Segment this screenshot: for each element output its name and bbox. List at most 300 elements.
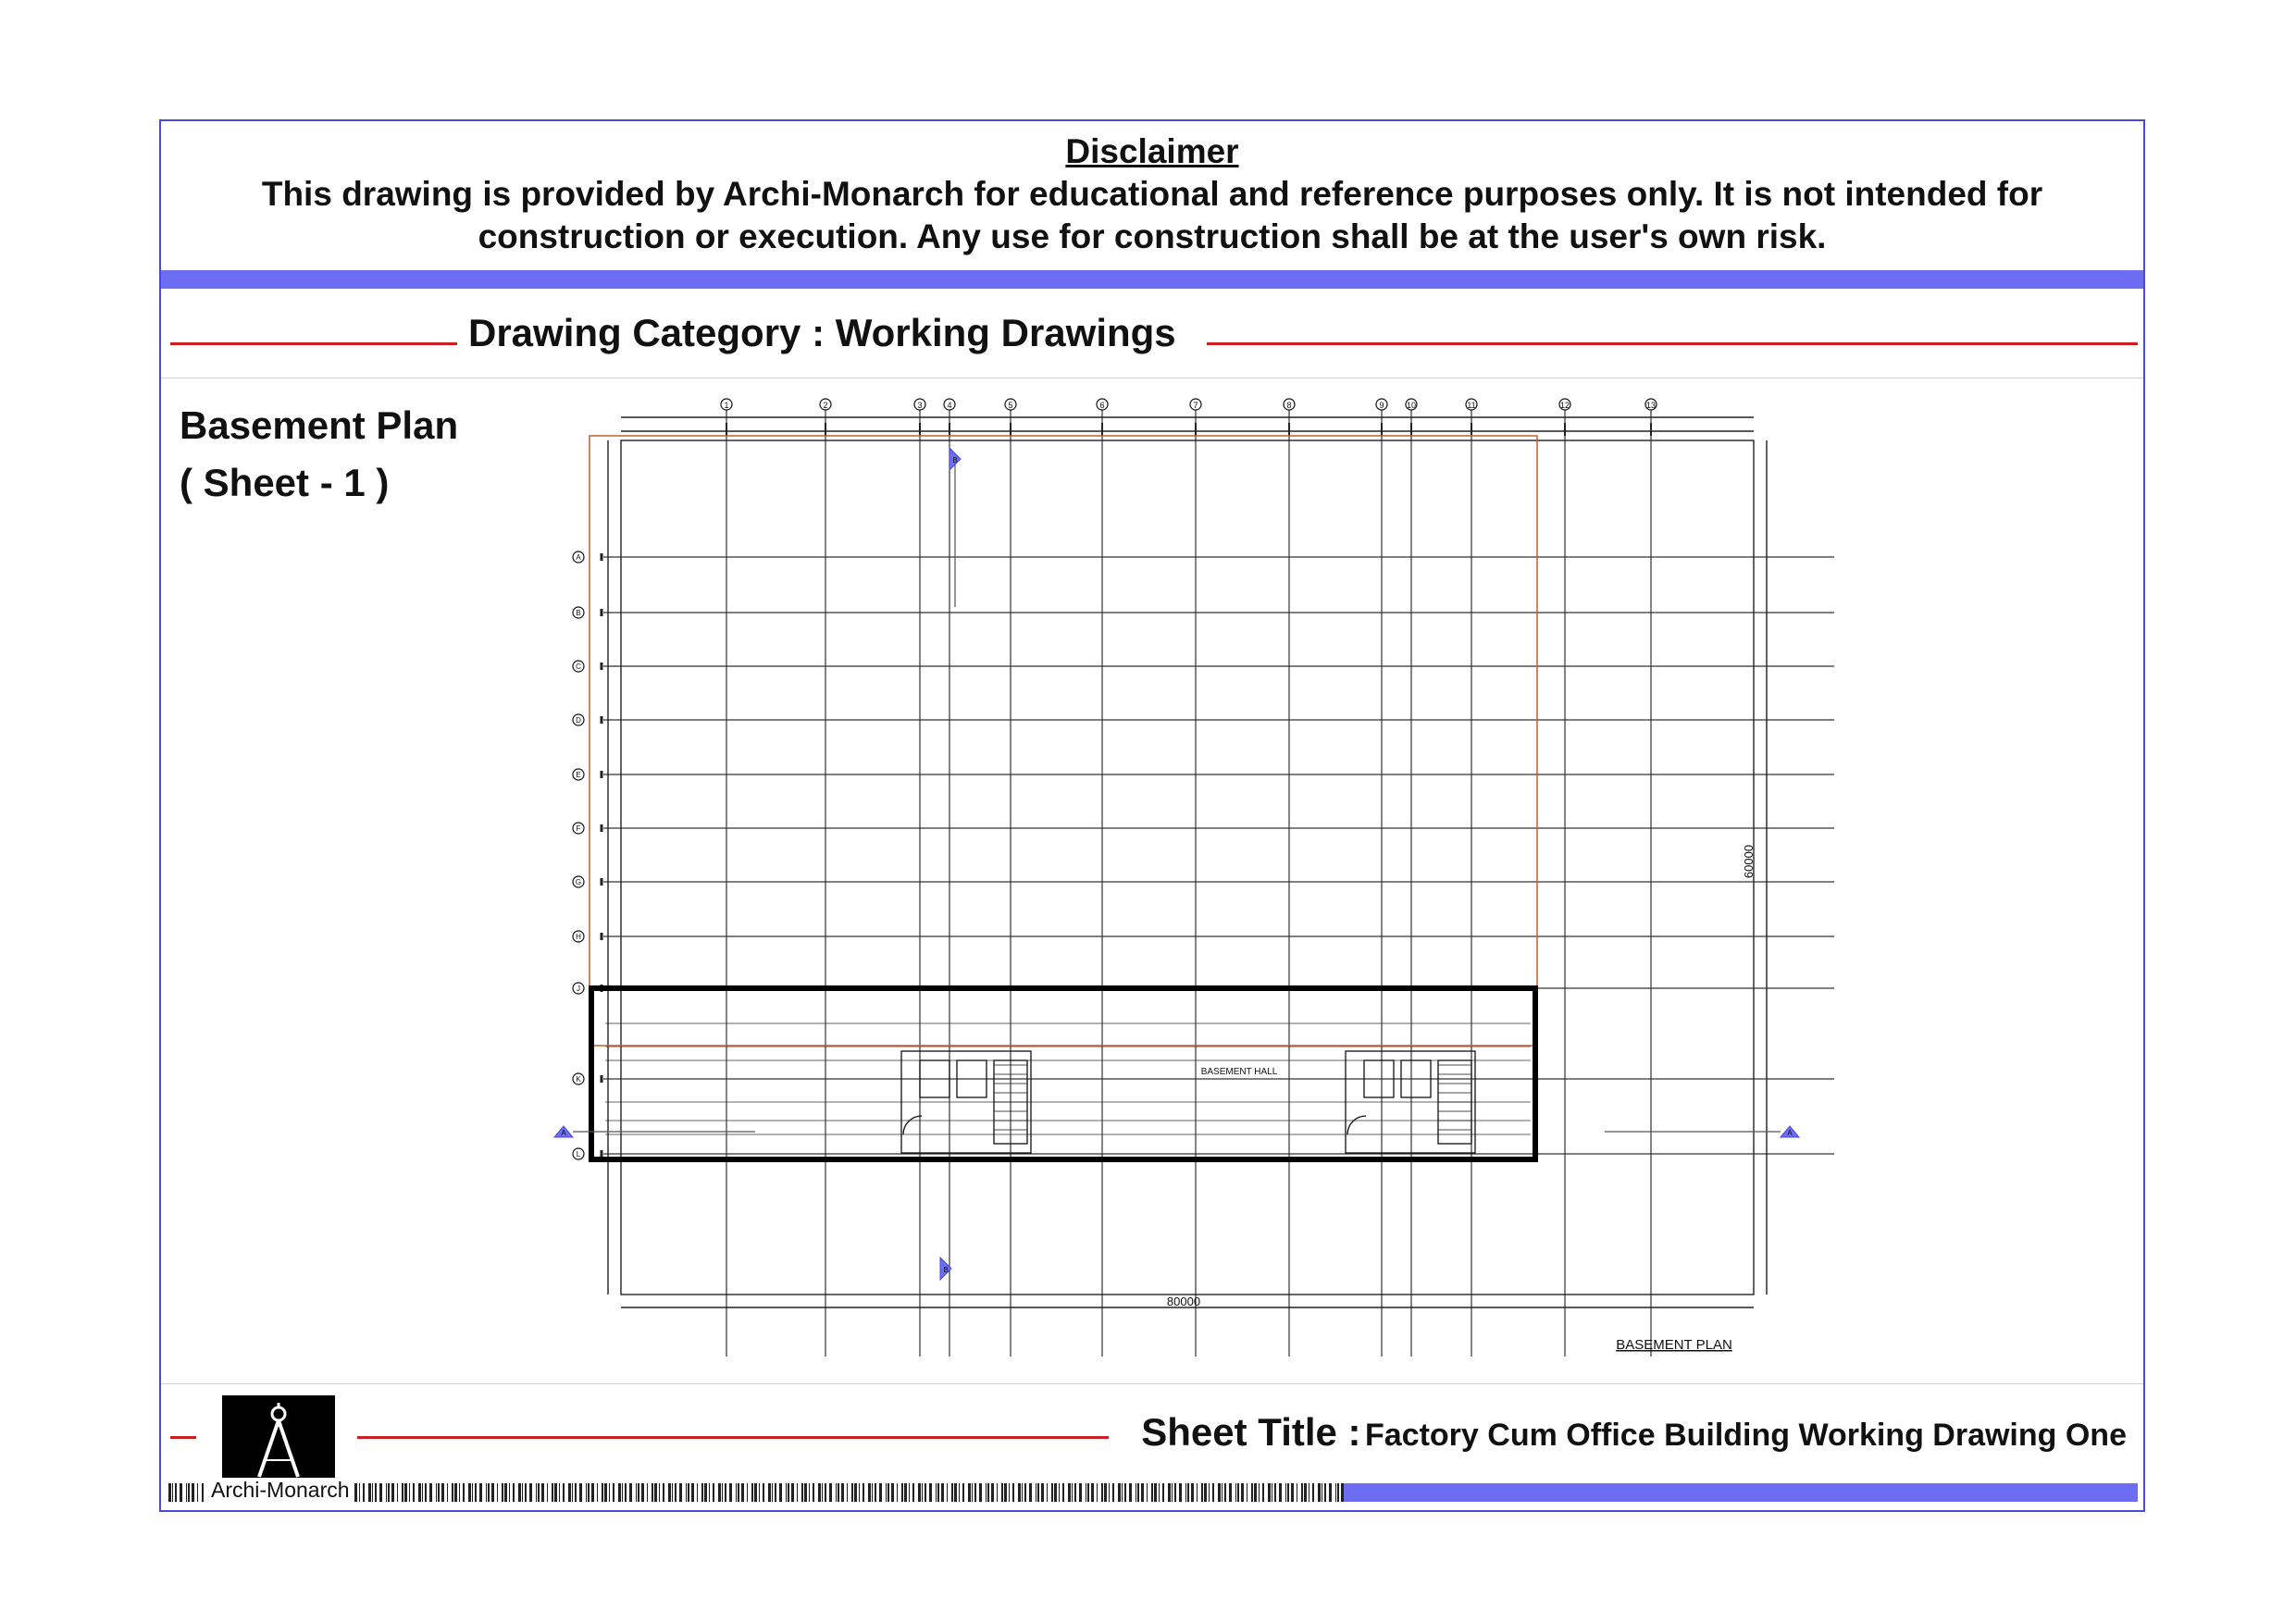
barcode-bar [1287, 1483, 1289, 1502]
col-bubble-10 [1406, 399, 1417, 410]
column-grid-bubbles [721, 399, 1657, 410]
svg-text:3: 3 [917, 401, 923, 410]
barcode-bar [1301, 1483, 1303, 1502]
barcode-bar [529, 1483, 532, 1502]
barcode-bar [359, 1483, 360, 1502]
barcode-bar [886, 1483, 887, 1502]
barcode-bar [1201, 1483, 1203, 1502]
footer-band [1344, 1483, 2138, 1502]
barcode-bar [1209, 1483, 1210, 1502]
svg-text:4: 4 [947, 401, 952, 410]
plan-title: Basement Plan [180, 403, 459, 447]
svg-text:K: K [576, 1075, 581, 1084]
svg-text:8: 8 [1286, 401, 1292, 410]
barcode-bar [1112, 1483, 1114, 1502]
row-bubble-L [573, 1148, 584, 1159]
barcode-bar [1324, 1483, 1326, 1502]
row-bubble-D [573, 714, 584, 725]
grid-lines [603, 405, 1834, 1357]
svg-text:1: 1 [724, 401, 729, 410]
barcode-bar [954, 1483, 957, 1502]
barcode-bar [202, 1483, 204, 1502]
barcode-bar [947, 1483, 948, 1502]
barcode-bar [991, 1483, 994, 1502]
barcode-bar [502, 1483, 503, 1502]
barcode-bar [1074, 1483, 1076, 1502]
barcode-bar [847, 1483, 848, 1502]
barcode-bar [663, 1483, 664, 1502]
barcode-bar [1079, 1483, 1082, 1502]
barcode-bar [1235, 1483, 1236, 1502]
barcode-bar [486, 1483, 487, 1502]
barcode-bar [788, 1483, 789, 1502]
barcode-bar [463, 1483, 465, 1502]
barcode-bar [979, 1483, 982, 1502]
barcode-bar [479, 1483, 482, 1502]
barcode-bar [841, 1483, 844, 1502]
barcode-bar [1172, 1483, 1173, 1502]
barcode-bar [1109, 1483, 1110, 1502]
col-bubble-6 [1097, 399, 1108, 410]
barcode-bar [1174, 1483, 1176, 1502]
barcode-bar [554, 1483, 557, 1502]
barcode-bar [1124, 1483, 1126, 1502]
barcode-bar [363, 1483, 365, 1502]
barcode-bar [838, 1483, 839, 1502]
barcode-bar [962, 1483, 964, 1502]
barcode-bar [686, 1483, 687, 1502]
svg-text:10: 10 [1406, 401, 1417, 410]
barcode-bar [738, 1483, 739, 1502]
barcode-bar [1312, 1483, 1314, 1502]
archi-monarch-logo [222, 1395, 335, 1484]
barcode-bar [697, 1483, 698, 1502]
barcode-bar [1154, 1483, 1157, 1502]
barcode-bar [754, 1483, 757, 1502]
barcode-strip [168, 1483, 1351, 1502]
col-bubble-1 [721, 399, 732, 410]
barcode-bar [668, 1483, 671, 1502]
barcode-bar [1029, 1483, 1032, 1502]
barcode-bar [654, 1483, 657, 1502]
barcode-bar [1204, 1483, 1207, 1502]
barcode-bar [941, 1483, 944, 1502]
barcode-bar [422, 1483, 423, 1502]
barcode-bar [1237, 1483, 1239, 1502]
barcode-bar [1262, 1483, 1264, 1502]
barcode-bar [1185, 1483, 1186, 1502]
barcode-bar [438, 1483, 440, 1502]
barcode-bar [1004, 1483, 1007, 1502]
svg-text:A: A [1787, 1129, 1793, 1137]
barcode-bar [604, 1483, 607, 1502]
barcode-bar [768, 1483, 771, 1502]
barcode-bar [472, 1483, 473, 1502]
barcode-bar [986, 1483, 987, 1502]
barcode-bar [912, 1483, 914, 1502]
barcode-bar [868, 1483, 871, 1502]
svg-text:A: A [576, 553, 581, 562]
barcode-bar [1291, 1483, 1294, 1502]
barcode-bar [1279, 1483, 1282, 1502]
col-bubble-11 [1466, 399, 1477, 410]
barcode-bar [968, 1483, 971, 1502]
barcode-bar [688, 1483, 689, 1502]
barcode-bar [836, 1483, 837, 1502]
barcode-bar [425, 1483, 427, 1502]
barcode-bar [397, 1483, 398, 1502]
barcode-bar [1318, 1483, 1321, 1502]
dimension-lines [602, 417, 1767, 1307]
title-block [161, 1383, 2143, 1513]
barcode-bar [1129, 1483, 1132, 1502]
svg-text:J: J [577, 985, 580, 993]
barcode-bar [1091, 1483, 1094, 1502]
barcode-bar [1104, 1483, 1107, 1502]
overall-width-dimension: 80000 [1166, 1295, 1201, 1308]
barcode-bar [763, 1483, 764, 1502]
barcode-bar [736, 1483, 737, 1502]
barcode-bar [918, 1483, 921, 1502]
svg-text:9: 9 [1379, 401, 1384, 410]
barcode-bar [904, 1483, 907, 1502]
barcode-bar [1051, 1483, 1053, 1502]
barcode-bar [751, 1483, 753, 1502]
barcode-bar [809, 1483, 810, 1502]
barcode-bar [402, 1483, 403, 1502]
barcode-bar [1068, 1483, 1071, 1502]
barcode-bar [759, 1483, 760, 1502]
basement-hall-label: BASEMENT HALL [1200, 1067, 1278, 1077]
barcode-bar [804, 1483, 807, 1502]
barcode-bar [638, 1483, 639, 1502]
overall-height-dimension: 60000 [1742, 844, 1756, 879]
brand-name: Archi-Monarch [207, 1478, 354, 1503]
barcode-bar [1337, 1483, 1339, 1502]
barcode-bar [909, 1483, 910, 1502]
svg-text:5: 5 [1008, 401, 1013, 410]
row-bubble-K [573, 1073, 584, 1084]
barcode-bar [588, 1483, 590, 1502]
drawing-sheet [159, 119, 2145, 1512]
barcode-bar [1087, 1483, 1089, 1502]
barcode-bar [636, 1483, 637, 1502]
barcode-bar [1012, 1483, 1014, 1502]
barcode-bar [1041, 1483, 1044, 1502]
barcode-bar [1187, 1483, 1189, 1502]
barcode-bar [197, 1483, 198, 1502]
barcode-bar [386, 1483, 387, 1502]
sheet-title-label: Sheet Title : [1141, 1410, 1361, 1454]
barcode-bar [747, 1483, 748, 1502]
barcode-bar [552, 1483, 553, 1502]
barcode-bar [1147, 1483, 1148, 1502]
col-bubble-7 [1190, 399, 1201, 410]
barcode-bar [586, 1483, 587, 1502]
barcode-bar [997, 1483, 998, 1502]
svg-text:B: B [943, 1266, 949, 1274]
barcode-bar [951, 1483, 953, 1502]
barcode-bar [1229, 1483, 1232, 1502]
barcode-bar [725, 1483, 726, 1502]
barcode-bar [972, 1483, 973, 1502]
row-bubble-B [573, 607, 584, 618]
sheet-title-value: Factory Cum Office Building Working Drawing One [1365, 1418, 2127, 1453]
barcode-bar [568, 1483, 571, 1502]
row-grid-bubbles [573, 551, 584, 1159]
barcode-bar [541, 1483, 544, 1502]
barcode-bar [168, 1483, 171, 1502]
barcode-bar [1268, 1483, 1271, 1502]
barcode-bar [859, 1483, 860, 1502]
barcode-bar [887, 1483, 889, 1502]
svg-text:12: 12 [1559, 401, 1570, 410]
row-bubble-G [573, 876, 584, 887]
barcode-bar [679, 1483, 682, 1502]
site-boundary [590, 436, 1537, 1046]
barcode-bar [613, 1483, 614, 1502]
barcode-bar [1054, 1483, 1057, 1502]
barcode-bar [797, 1483, 798, 1502]
barcode-bar [641, 1483, 644, 1502]
barcode-bar [1137, 1483, 1139, 1502]
outer-boundary [621, 440, 1754, 1295]
barcode-bar [936, 1483, 937, 1502]
barcode-bar [572, 1483, 573, 1502]
row-bubble-A [573, 551, 584, 563]
col-bubble-2 [820, 399, 831, 410]
barcode-bar [891, 1483, 894, 1502]
footer-rule-long [357, 1436, 1109, 1439]
section-marks [554, 448, 1799, 1280]
barcode-bar [937, 1483, 939, 1502]
footer-rule-short [170, 1436, 196, 1439]
svg-text:7: 7 [1193, 401, 1198, 410]
barcode-bar [741, 1483, 744, 1502]
barcode-bar [875, 1483, 876, 1502]
barcode-bar [775, 1483, 776, 1502]
barcode-bar [441, 1483, 444, 1502]
barcode-bar [547, 1483, 548, 1502]
barcode-bar [879, 1483, 882, 1502]
barcode-bar [1097, 1483, 1098, 1502]
barcode-bar [659, 1483, 660, 1502]
barcode-bar [459, 1483, 460, 1502]
barcode-bar [518, 1483, 521, 1502]
barcode-bar [1047, 1483, 1048, 1502]
barcode-bar [391, 1483, 394, 1502]
barcode-bar [418, 1483, 421, 1502]
row-bubble-C [573, 661, 584, 672]
drawing-caption: BASEMENT PLAN [1616, 1337, 1732, 1353]
col-bubble-8 [1284, 399, 1295, 410]
barcode-bar [701, 1483, 703, 1502]
drawing-category: Drawing Category : Working Drawings [468, 311, 1176, 354]
barcode-bar [618, 1483, 621, 1502]
col-bubble-4 [944, 399, 955, 410]
barcode-bar [801, 1483, 803, 1502]
barcode-bar [1335, 1483, 1336, 1502]
svg-text:2: 2 [823, 401, 828, 410]
row-bubble-J [573, 983, 584, 994]
barcode-bar [475, 1483, 477, 1502]
barcode-bar [825, 1483, 826, 1502]
barcode-bar [1254, 1483, 1257, 1502]
row-bubble-H [573, 931, 584, 942]
basement-plan-drawing [161, 121, 2143, 1380]
barcode-bar [1118, 1483, 1121, 1502]
svg-text:F: F [576, 824, 581, 833]
barcode-bar [525, 1483, 527, 1502]
barcode-bar [192, 1483, 194, 1502]
col-bubble-3 [914, 399, 925, 410]
row-bubble-F [573, 823, 584, 834]
barcode-bar [559, 1483, 560, 1502]
barcode-bar [1197, 1483, 1198, 1502]
barcode-bar [447, 1483, 448, 1502]
barcode-bar [897, 1483, 898, 1502]
door-swing [1347, 1116, 1366, 1134]
barcode-bar [497, 1483, 498, 1502]
barcode-bar [652, 1483, 653, 1502]
barcode-bar [829, 1483, 832, 1502]
barcode-bar [625, 1483, 627, 1502]
barcode-bar [354, 1483, 357, 1502]
barcode-bar [1037, 1483, 1039, 1502]
col-bubble-9 [1376, 399, 1387, 410]
barcode-bar [722, 1483, 723, 1502]
barcode-bar [959, 1483, 960, 1502]
barcode-bar [522, 1483, 523, 1502]
barcode-bar [1168, 1483, 1171, 1502]
barcode-bar [709, 1483, 710, 1502]
barcode-bar [1018, 1483, 1021, 1502]
svg-text:6: 6 [1099, 401, 1105, 410]
barcode-bar [188, 1483, 190, 1502]
svg-text:B: B [952, 456, 958, 465]
barcode-bar [491, 1483, 494, 1502]
barcode-bar [468, 1483, 471, 1502]
barcode-bar [779, 1483, 782, 1502]
barcode-bar [1251, 1483, 1253, 1502]
barcode-bar [372, 1483, 373, 1502]
barcode-bar [1304, 1483, 1307, 1502]
svg-text:11: 11 [1467, 401, 1476, 410]
barcode-bar [929, 1483, 932, 1502]
barcode-bar [1224, 1483, 1226, 1502]
barcode-bar [536, 1483, 537, 1502]
barcode-bar [987, 1483, 989, 1502]
svg-text:G: G [575, 878, 582, 886]
barcode-bar [851, 1483, 853, 1502]
barcode-bar [509, 1483, 510, 1502]
barcode-bar [813, 1483, 814, 1502]
barcode-bar [1285, 1483, 1286, 1502]
svg-text:C: C [576, 663, 581, 671]
barcode-bar [1218, 1483, 1221, 1502]
barcode-bar [591, 1483, 594, 1502]
barcode-bar [718, 1483, 721, 1502]
barcode-bar [822, 1483, 823, 1502]
barcode-bar [1009, 1483, 1010, 1502]
barcode-bar [175, 1483, 177, 1502]
barcode-bar [1072, 1483, 1073, 1502]
barcode-bar [404, 1483, 407, 1502]
barcode-bar [563, 1483, 565, 1502]
section-mark-1 [554, 1126, 573, 1137]
barcode-bar [368, 1483, 371, 1502]
col-bubble-13 [1645, 399, 1657, 410]
barcode-bar [504, 1483, 507, 1502]
barcode-bar [786, 1483, 787, 1502]
barcode-bar [1191, 1483, 1194, 1502]
barcode-bar [1122, 1483, 1123, 1502]
plan-sheet-number: ( Sheet - 1 ) [180, 461, 390, 504]
svg-text:A: A [561, 1129, 566, 1137]
section-mark-2 [1781, 1126, 1799, 1137]
barcode-bar [488, 1483, 490, 1502]
barcode-bar [388, 1483, 390, 1502]
disclaimer-title: Disclaimer [1065, 132, 1239, 170]
barcode-bar [791, 1483, 794, 1502]
barcode-bar [974, 1483, 976, 1502]
barcode-bar [1022, 1483, 1023, 1502]
barcode-bar [1212, 1483, 1214, 1502]
barcode-bar [1062, 1483, 1064, 1502]
barcode-bar [1274, 1483, 1276, 1502]
barcode-bar [772, 1483, 773, 1502]
barcode-bar [602, 1483, 603, 1502]
barcode-bar [672, 1483, 673, 1502]
barcode-bar [925, 1483, 926, 1502]
barcode-bar [1141, 1483, 1144, 1502]
barcode-bar [675, 1483, 676, 1502]
barcode-bar [1179, 1483, 1182, 1502]
barcode-bar [452, 1483, 453, 1502]
svg-text:E: E [576, 771, 581, 779]
barcode-bar [538, 1483, 540, 1502]
barcode-bar [872, 1483, 873, 1502]
row-bubble-E [573, 769, 584, 780]
barcode-bar [691, 1483, 694, 1502]
barcode-bar [180, 1483, 182, 1502]
barcode-bar [1101, 1483, 1103, 1502]
barcode-bar [429, 1483, 432, 1502]
barcode-bar [172, 1483, 173, 1502]
barcode-bar [1151, 1483, 1153, 1502]
svg-text:D: D [576, 716, 581, 725]
barcode-bar [409, 1483, 410, 1502]
barcode-bar [186, 1483, 187, 1502]
barcode-bar [704, 1483, 707, 1502]
barcode-bar [713, 1483, 714, 1502]
barcode-bar [818, 1483, 821, 1502]
barcode-bar [1001, 1483, 1003, 1502]
svg-text:B: B [576, 609, 581, 617]
barcode-bar [413, 1483, 415, 1502]
barcode-bar [454, 1483, 457, 1502]
barcode-bar [609, 1483, 610, 1502]
barcode-bar [597, 1483, 598, 1502]
barcode-bar [379, 1483, 382, 1502]
svg-text:13: 13 [1645, 401, 1657, 410]
barcode-bar [1259, 1483, 1260, 1502]
barcode-bar [854, 1483, 857, 1502]
sheet-title [1141, 1410, 2127, 1455]
barcode-bar [579, 1483, 582, 1502]
barcode-bar [575, 1483, 577, 1502]
barcode-bar [647, 1483, 648, 1502]
